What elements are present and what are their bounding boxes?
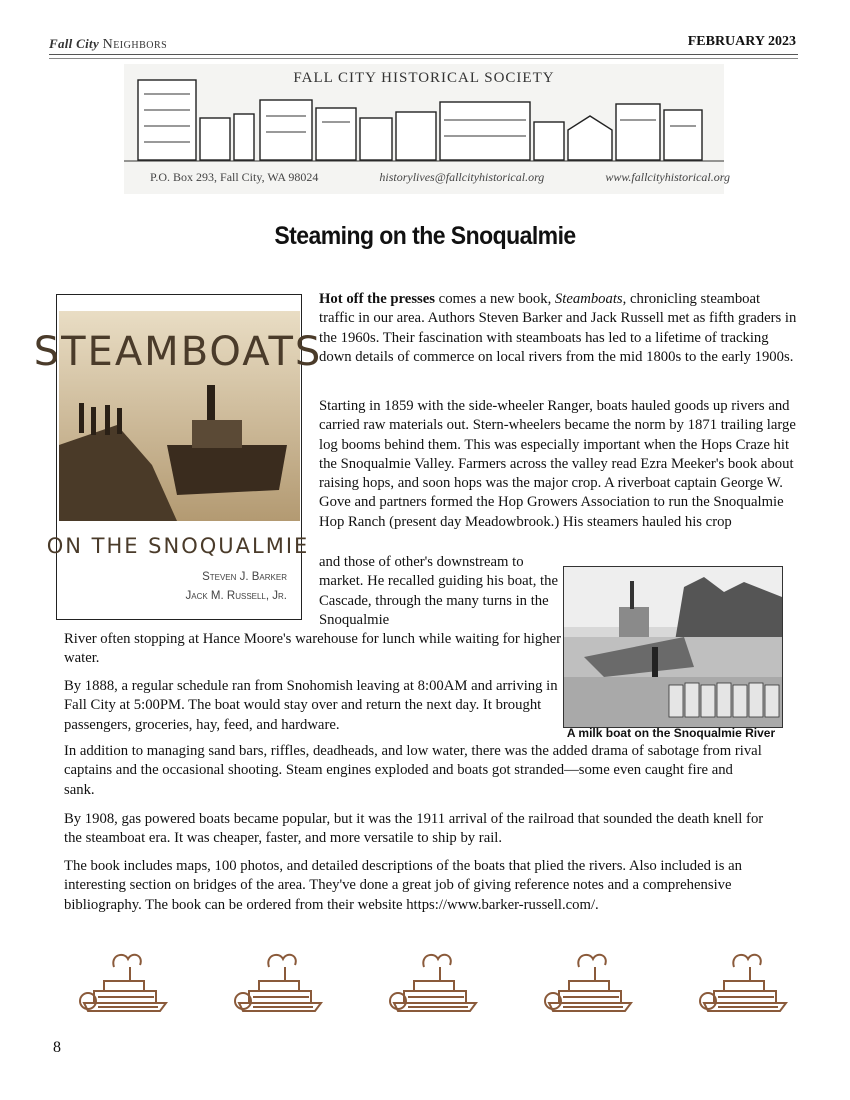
- society-name: FALL CITY HISTORICAL SOCIETY: [293, 70, 555, 86]
- article-paragraph-history: Starting in 1859 with the side-wheeler Ranger, boats hauled goods up rivers and carried raw materials out. Stern-wheelers became the norm by 1871 trailing large log booms behind them. This was especially important when the Hops Craze hit the Snoqualmie Valley. Farmers across the valley read Ezra Meeker's book about raising hops, and soon hops was the major crop. A riverboat captain George W. Gove and partners formed the Hop Growers Association to run the Snoqualmie Hop Ranch (present day Meadowbrook.) His steamers hauled his crop: [319, 398, 796, 530]
- society-email[interactable]: historylives@fallcityhistorical.org: [379, 170, 545, 184]
- article-paragraph-history-cont: and those of other's downstream to market. He recalled guiding his boat, the Cascade, through the many turns in the Snoqualmie: [319, 554, 559, 628]
- masthead-city: Fall City: [49, 36, 100, 51]
- photo-caption: A milk boat on the Snoqualmie River: [566, 726, 776, 740]
- article-paragraph-book-details: The book includes maps, 100 photos, and detailed descriptions of the boats that plied the rivers. Also included is an interesting section on bridges of the area. They've done a great job of giving reference notes and a comprehensive bibliography. The book can be ordered from their website https://www.barker-russell.com/.: [64, 858, 742, 913]
- society-website[interactable]: www.fallcityhistorical.org: [605, 170, 730, 184]
- steamboat-icon: [384, 945, 484, 1020]
- intro-text-b: , chronicling steamboat traffic in our area. Authors Steven Barker and Jack Russell met as fifth graders in the 1960s. Their fascination with steamboats has led to a lifetime of tracking down details of commerce on local rivers from the mid 1800s to the early 1900s.: [319, 291, 797, 365]
- steamboat-icon: [229, 945, 329, 1020]
- intro-text-a: comes a new book,: [435, 291, 555, 307]
- article-paragraph-hazards: In addition to managing sand bars, riffles, deadheads, and low water, there was the added drama of sabotage from rival captains and the occasional shooting. Steam engines exploded and boats got stranded—some even caught fire and sank.: [64, 743, 762, 798]
- steamboat-ornaments: [74, 945, 794, 1020]
- book-cover-title: STEAMBOATS: [33, 329, 323, 375]
- society-address: P.O. Box 293, Fall City, WA 98024: [150, 170, 319, 184]
- book-cover-image: [33, 294, 323, 620]
- header-rule: [49, 54, 798, 55]
- milk-boat-photo: [563, 566, 783, 728]
- intro-lead: Hot off the presses: [319, 291, 435, 307]
- masthead-neighbors: Neighbors: [102, 37, 168, 52]
- society-contact: [150, 170, 730, 185]
- article-title: Steaming on the Snoqualmie: [274, 222, 576, 250]
- article-paragraph-intro: [319, 290, 799, 367]
- header-rule-thin: [49, 58, 798, 59]
- article-paragraph-railroad: By 1908, gas powered boats became popular, but it was the 1911 arrival of the railroad that sounded the death knell for the steamboat era. It was cheaper, faster, and more versatile to ship by rail.: [64, 811, 764, 847]
- book-title-inline: Steamboats: [554, 291, 623, 307]
- page-number: 8: [53, 1039, 61, 1056]
- steamboat-icon: [74, 945, 174, 1020]
- masthead: [49, 36, 167, 53]
- book-cover-subtitle: ON THE SNOQUALMIE: [46, 534, 310, 558]
- article-paragraph-schedule: By 1888, a regular schedule ran from Snohomish leaving at 8:00AM and arriving in Fall City at 5:00PM. The boat would stay over and return the next day. It brought passengers, groceries, hay, feed, and hardware.: [64, 678, 558, 733]
- steamboat-icon: [539, 945, 639, 1020]
- article-paragraph-history-end: River often stopping at Hance Moore's warehouse for lunch while waiting for higher water.: [64, 631, 561, 667]
- book-cover-author-1: Steven J. Barker: [202, 571, 287, 583]
- steamboat-icon: [694, 945, 794, 1020]
- issue-date: FEBRUARY 2023: [687, 34, 796, 49]
- book-cover-author-2: Jack M. Russell, Jr.: [185, 590, 287, 602]
